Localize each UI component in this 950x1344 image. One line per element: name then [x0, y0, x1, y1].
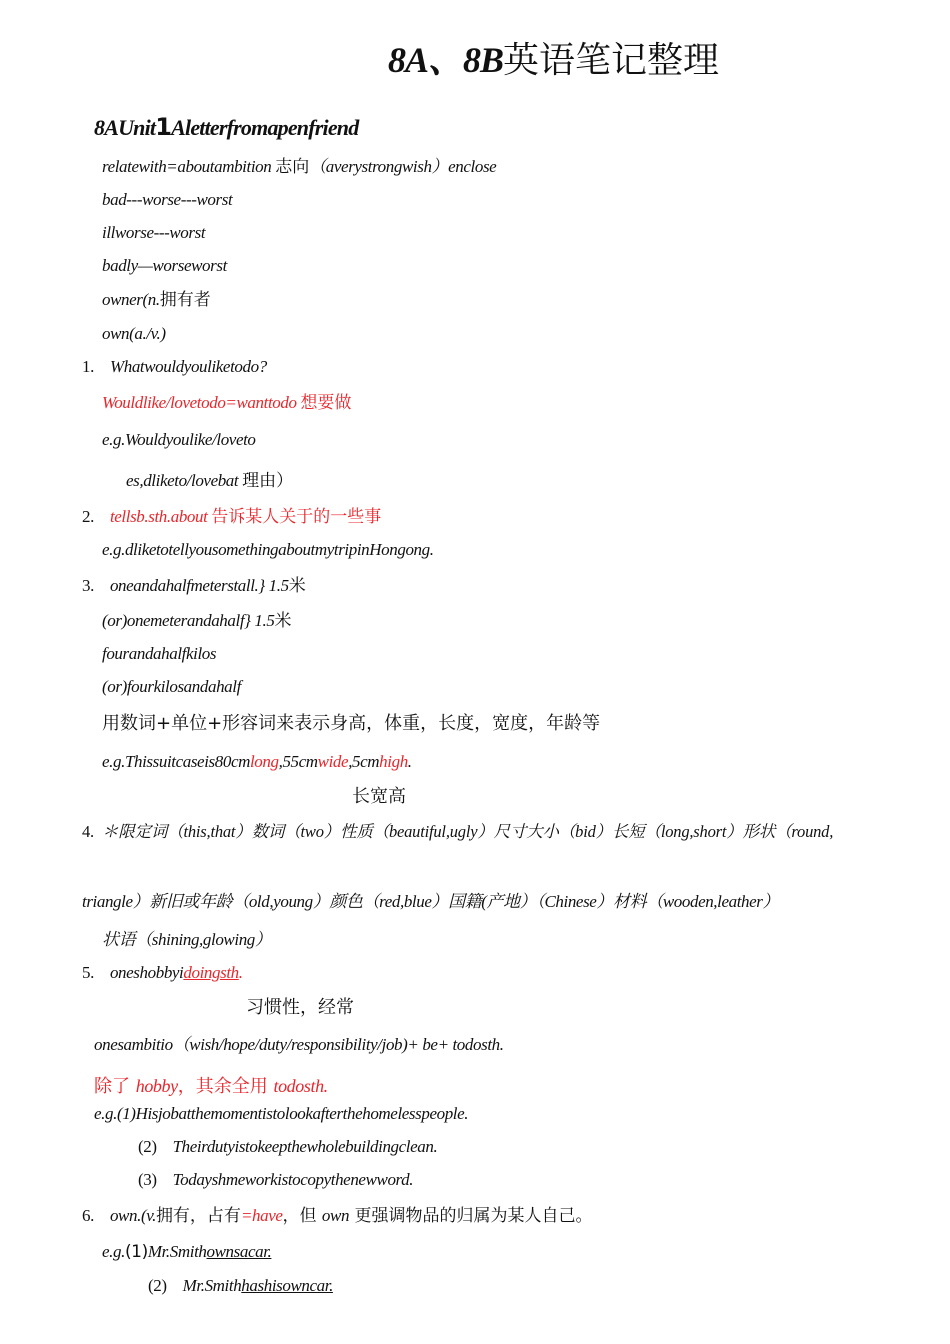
unit-heading: 8AUnit1Aletterfromapenfriend: [94, 113, 359, 141]
point-3-line-3: fourandahalfkilos: [102, 644, 217, 663]
point-5-example-1: e.g.(1)Hisjobatthemomentistolookafterthehomelesspeople.: [94, 1104, 469, 1123]
point-6-example-1: e.g.(1)Mr.Smithownsacar.: [102, 1242, 272, 1262]
point-2-rule: 2. tellsb.sth.about 告诉某人关于的一些事: [82, 507, 382, 527]
point-3-rule: 用数词+单位+形容词来表示身高，体重，长度，宽度，年龄等: [102, 713, 601, 734]
point-3-line-1: 3. oneandahalfmeterstall.} 1.5米: [82, 576, 306, 596]
point-2-example: e.g.dliketotellyousomethingaboutmytripinHongong.: [102, 540, 434, 559]
point-3-line-4: (or)fourkilosandahalf: [102, 677, 241, 696]
point-6-example-2: (2) Mr.Smithhashisowncar.: [148, 1276, 333, 1295]
point-3-example: e.g.Thissuitcaseis80cmlong,55cmwide,5cmhigh.: [102, 752, 412, 771]
point-4-line-3: 状语（shining,glowing）: [102, 930, 272, 949]
point-1-rule: Wouldlike/lovetodo=wanttodo 想要做: [102, 393, 352, 413]
point-5-line-2: onesambitio（wish/hope/duty/responsibility/job)+ be+ todosth.: [94, 1035, 504, 1054]
point-5-example-2: (2) Theirdutyistokeepthewholebuildingclean.: [138, 1137, 438, 1156]
point-4-line-1: 4. ＊限定词（this,that）数词（two）性质（beautiful,ugly）尺寸大小（bid）长短（long,short）形状（round,: [82, 822, 834, 841]
vocab-line-2: bad---worse---worst: [102, 190, 233, 209]
point-5-line-1: 5. oneshobbyidoingsth.: [82, 963, 243, 982]
point-5-rule: 除了 hobby，其余全用 todosth.: [94, 1076, 328, 1097]
point-3-line-2: (or)onemeterandahalf} 1.5米: [102, 611, 292, 631]
point-3-note: 长宽高: [352, 786, 406, 807]
page-title: 8A、8B英语笔记整理: [388, 40, 720, 81]
point-6-rule: 6. own.(v.拥有，占有=have，但 own 更强调物品的归属为某人自己。: [82, 1206, 593, 1226]
vocab-line-6: own(a./v.): [102, 324, 166, 343]
point-1-answer: es,dliketo/lovebat 理由）: [126, 471, 294, 491]
point-5-example-3: (3) Todayshmeworkistocopythenewword.: [138, 1170, 414, 1189]
point-1-question: 1. Whatwouldyouliketodo?: [82, 357, 267, 376]
point-5-note: 习惯性，经常: [246, 997, 354, 1018]
point-4-line-2: triangle）新旧或年龄（old,young）颜色（red,blue）国籍(产地）（Chinese）材料（wooden,leather）: [82, 892, 780, 911]
vocab-line-4: badly—worseworst: [102, 256, 227, 275]
point-1-example: e.g.Wouldyoulike/loveto: [102, 430, 256, 449]
vocab-line-5: owner(n.拥有者: [102, 290, 211, 310]
vocab-line-1: relatewith=aboutambition 志向（averystrongwish）enclose: [102, 157, 497, 177]
vocab-line-3: illworse---worst: [102, 223, 206, 242]
